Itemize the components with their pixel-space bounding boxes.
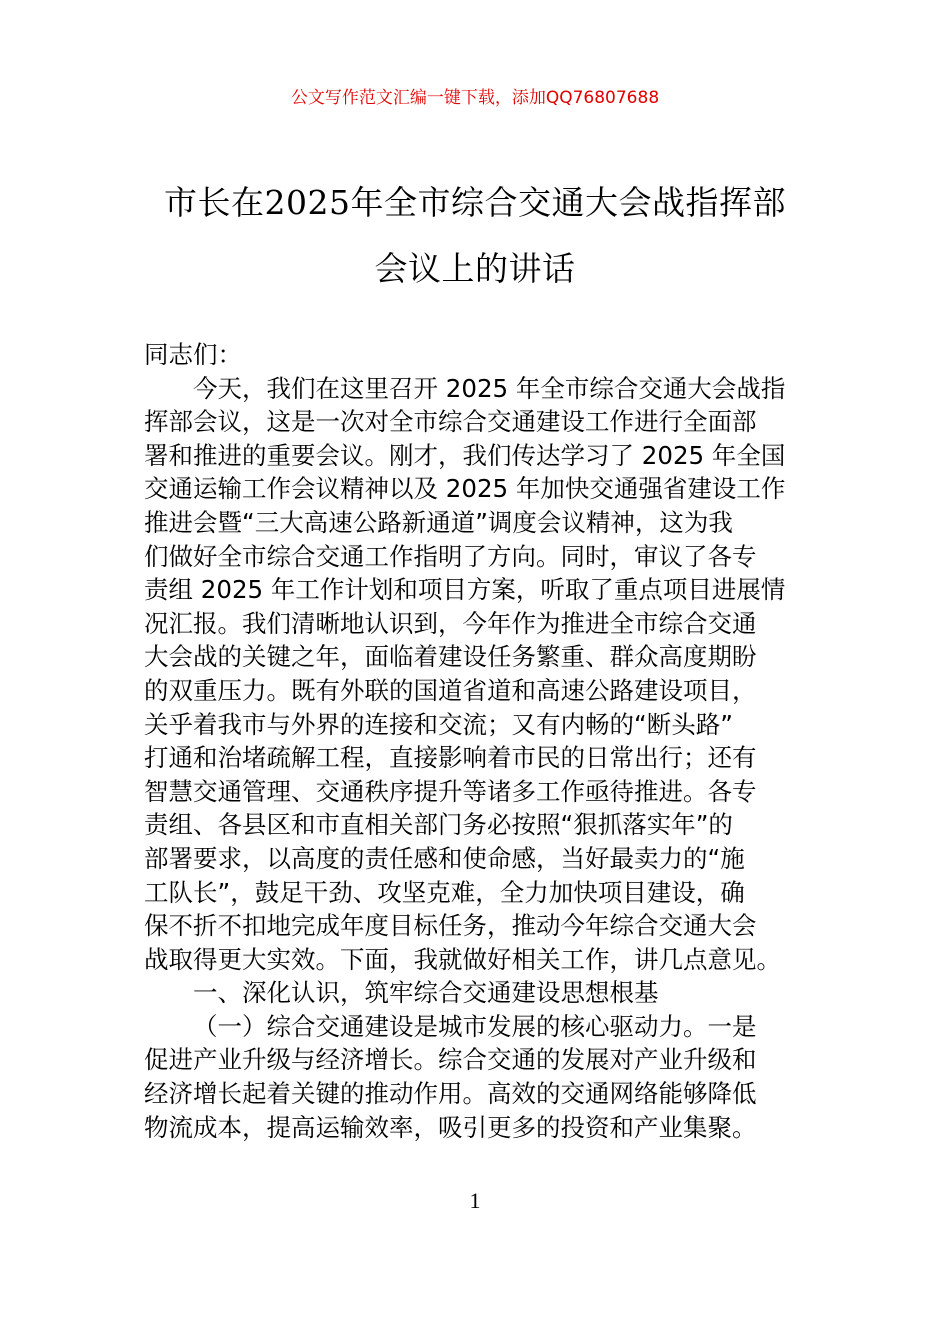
page-number: 1 [469,1188,481,1213]
body-line: 交通运输工作会议精神以及 2025 年加快交通强省建设工作 [144,474,786,504]
title-line-1: 市长在2025年全市综合交通大会战指挥部 [164,183,786,222]
body-line: 经济增长起着关键的推动作用。高效的交通网络能够降低 [144,1079,757,1109]
body-line: 署和推进的重要会议。刚才，我们传达学习了 2025 年全国 [144,440,786,470]
body-line: 今天，我们在这里召开 2025 年全市综合交通大会战指 [193,373,786,403]
body-line: 战取得更大实效。下面，我就做好相关工作，讲几点意见。 [144,944,781,974]
body-line: 挥部会议，这是一次对全市综合交通建设工作进行全面部 [144,407,757,437]
body-line: 责组 2025 年工作计划和项目方案，听取了重点项目进展情 [144,575,786,605]
document-body [144,338,810,1144]
body-line: 们做好全市综合交通工作指明了方向。同时，审议了各专 [144,541,757,571]
salutation: 同志们： [144,340,242,369]
body-line: 打通和治堵疏解工程，直接影响着市民的日常出行；还有 [144,743,757,773]
subsection-heading: （一）综合交通建设是城市发展的核心驱动力。一是 [193,1011,757,1041]
body-line: 物流成本，提高运输效率，吸引更多的投资和产业集聚。 [144,1112,757,1142]
body-line: 智慧交通管理、交通秩序提升等诸多工作亟待推进。各专 [144,776,757,806]
section-heading: 一、深化认识，筑牢综合交通建设思想根基 [193,978,659,1008]
body-line: 促进产业升级与经济增长。综合交通的发展对产业升级和 [144,1045,757,1075]
body-line: 责组、各县区和市直相关部门务必按照“狠抓落实年”的 [144,810,733,840]
body-line: 大会战的关键之年，面临着建设任务繁重、群众高度期盼 [144,642,757,672]
title-line-2: 会议上的讲话 [374,249,576,288]
body-line: 保不折不扣地完成年度目标任务，推动今年综合交通大会 [144,911,757,941]
body-line: 的双重压力。既有外联的国道省道和高速公路建设项目， [144,675,757,705]
body-line: 关乎着我市与外界的连接和交流；又有内畅的“断头路” [144,709,733,739]
body-line: 工队长”，鼓足干劲、攻坚克难，全力加快项目建设，确 [144,877,745,907]
body-line: 部署要求，以高度的责任感和使命感，当好最卖力的“施 [144,843,745,873]
body-line: 况汇报。我们清晰地认识到，今年作为推进全市综合交通 [144,608,757,638]
body-line: 推进会暨“三大高速公路新通道”调度会议精神，这为我 [144,507,733,537]
document-title [120,170,830,302]
download-notice: 公文写作范文汇编一键下载，添加QQ76807688 [290,88,660,108]
